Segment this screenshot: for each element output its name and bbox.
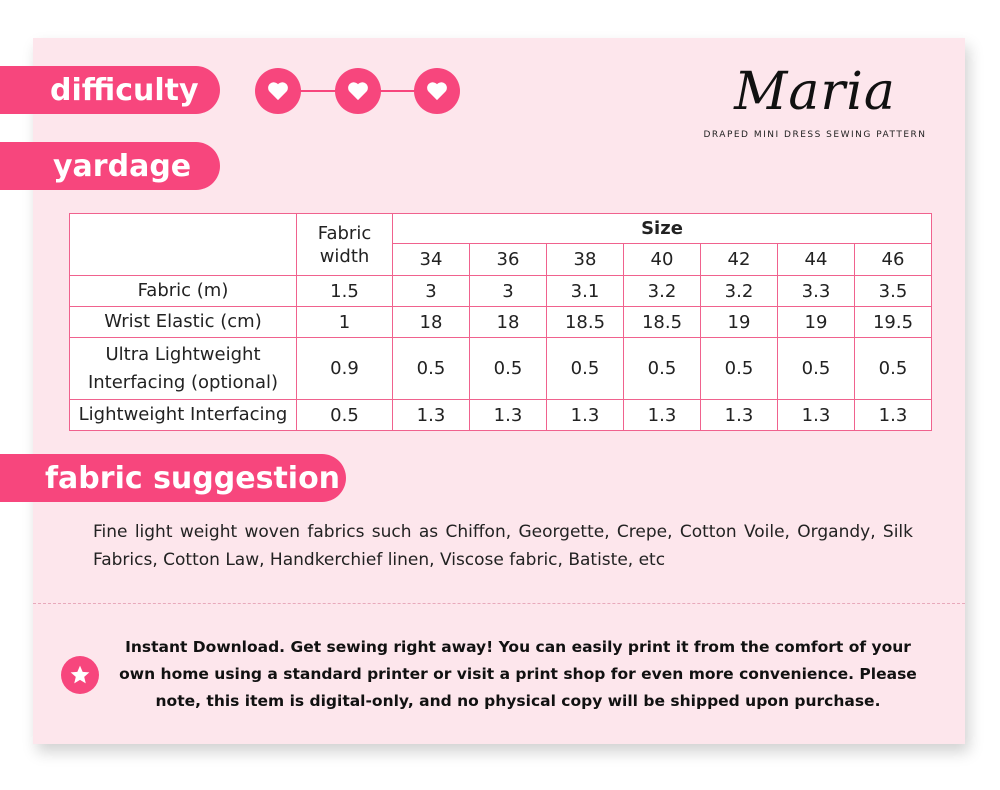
star-icon bbox=[61, 656, 99, 694]
value-cell: 1.3 bbox=[624, 400, 701, 431]
brand-block bbox=[700, 62, 930, 140]
value-cell: 19 bbox=[778, 307, 855, 338]
value-cell: 0.5 bbox=[547, 338, 624, 400]
value-cell: 0.5 bbox=[624, 338, 701, 400]
yardage-table bbox=[69, 213, 932, 431]
heart-icon bbox=[335, 68, 381, 114]
width-cell: 1.5 bbox=[297, 276, 393, 307]
fabric-width-header bbox=[297, 214, 393, 276]
width-cell: 1 bbox=[297, 307, 393, 338]
download-notice: Instant Download. Get sewing right away! You can easily print it from the comfort of your own home using a standard printer or visit a print shop for even more convenience. Please note, this item is digital-only, and no physical copy will be shipped upon purchase. bbox=[119, 638, 917, 710]
table-corner-cell bbox=[70, 214, 297, 276]
value-cell: 0.5 bbox=[470, 338, 547, 400]
size-cell: 36 bbox=[470, 244, 547, 276]
value-cell: 0.5 bbox=[778, 338, 855, 400]
value-cell: 18.5 bbox=[547, 307, 624, 338]
size-header: Size bbox=[393, 214, 932, 244]
row-label-line: Ultra Lightweight bbox=[105, 343, 261, 365]
difficulty-rating bbox=[255, 68, 460, 114]
table-row bbox=[70, 338, 932, 400]
value-cell: 1.3 bbox=[547, 400, 624, 431]
heart-icon bbox=[414, 68, 460, 114]
value-cell: 1.3 bbox=[778, 400, 855, 431]
size-cell: 38 bbox=[547, 244, 624, 276]
heart-icon bbox=[255, 68, 301, 114]
value-cell: 0.5 bbox=[701, 338, 778, 400]
fabric-width-header-line: width bbox=[319, 245, 370, 267]
fabric-width-header-line: Fabric bbox=[317, 222, 372, 244]
value-cell: 0.5 bbox=[855, 338, 932, 400]
table-row bbox=[70, 307, 932, 338]
table-row bbox=[70, 276, 932, 307]
size-cell: 42 bbox=[701, 244, 778, 276]
value-cell: 3.2 bbox=[624, 276, 701, 307]
value-cell: 19.5 bbox=[855, 307, 932, 338]
brand-subtitle: DRAPED MINI DRESS SEWING PATTERN bbox=[703, 130, 927, 140]
size-cell: 46 bbox=[855, 244, 932, 276]
width-cell: 0.9 bbox=[297, 338, 393, 400]
value-cell: 1.3 bbox=[701, 400, 778, 431]
table-row bbox=[70, 400, 932, 431]
rating-connector bbox=[375, 90, 419, 92]
size-cell: 34 bbox=[393, 244, 470, 276]
row-label bbox=[70, 338, 297, 400]
value-cell: 18 bbox=[470, 307, 547, 338]
row-label: Lightweight Interfacing bbox=[70, 400, 297, 431]
width-cell: 0.5 bbox=[297, 400, 393, 431]
value-cell: 1.3 bbox=[855, 400, 932, 431]
fabric-suggestion-label-text: fabric suggestion bbox=[45, 460, 341, 496]
value-cell: 3.2 bbox=[701, 276, 778, 307]
value-cell: 18.5 bbox=[624, 307, 701, 338]
row-label-line: Interfacing (optional) bbox=[87, 371, 279, 393]
value-cell: 3.5 bbox=[855, 276, 932, 307]
value-cell: 3.3 bbox=[778, 276, 855, 307]
value-cell: 19 bbox=[701, 307, 778, 338]
rating-connector bbox=[295, 90, 337, 92]
difficulty-label bbox=[0, 66, 220, 114]
row-label: Wrist Elastic (cm) bbox=[70, 307, 297, 338]
fabric-suggestion-text: Fine light weight woven fabrics such as Chiffon, Georgette, Crepe, Cotton Voile, Organdy, Silk Fabrics, Cotton Law, Handkerchief linen, Viscose fabric, Batiste, etc bbox=[93, 522, 913, 570]
value-cell: 0.5 bbox=[393, 338, 470, 400]
value-cell: 3 bbox=[393, 276, 470, 307]
fabric-suggestion-label bbox=[0, 454, 346, 502]
size-cell: 40 bbox=[624, 244, 701, 276]
value-cell: 3 bbox=[470, 276, 547, 307]
row-label: Fabric (m) bbox=[70, 276, 297, 307]
value-cell: 18 bbox=[393, 307, 470, 338]
yardage-label bbox=[0, 142, 220, 190]
brand-title: Maria bbox=[734, 62, 896, 122]
value-cell: 1.3 bbox=[393, 400, 470, 431]
size-cell: 44 bbox=[778, 244, 855, 276]
value-cell: 3.1 bbox=[547, 276, 624, 307]
yardage-label-text: yardage bbox=[53, 148, 192, 184]
dashed-divider bbox=[33, 603, 965, 604]
value-cell: 1.3 bbox=[470, 400, 547, 431]
difficulty-label-text: difficulty bbox=[50, 72, 199, 108]
